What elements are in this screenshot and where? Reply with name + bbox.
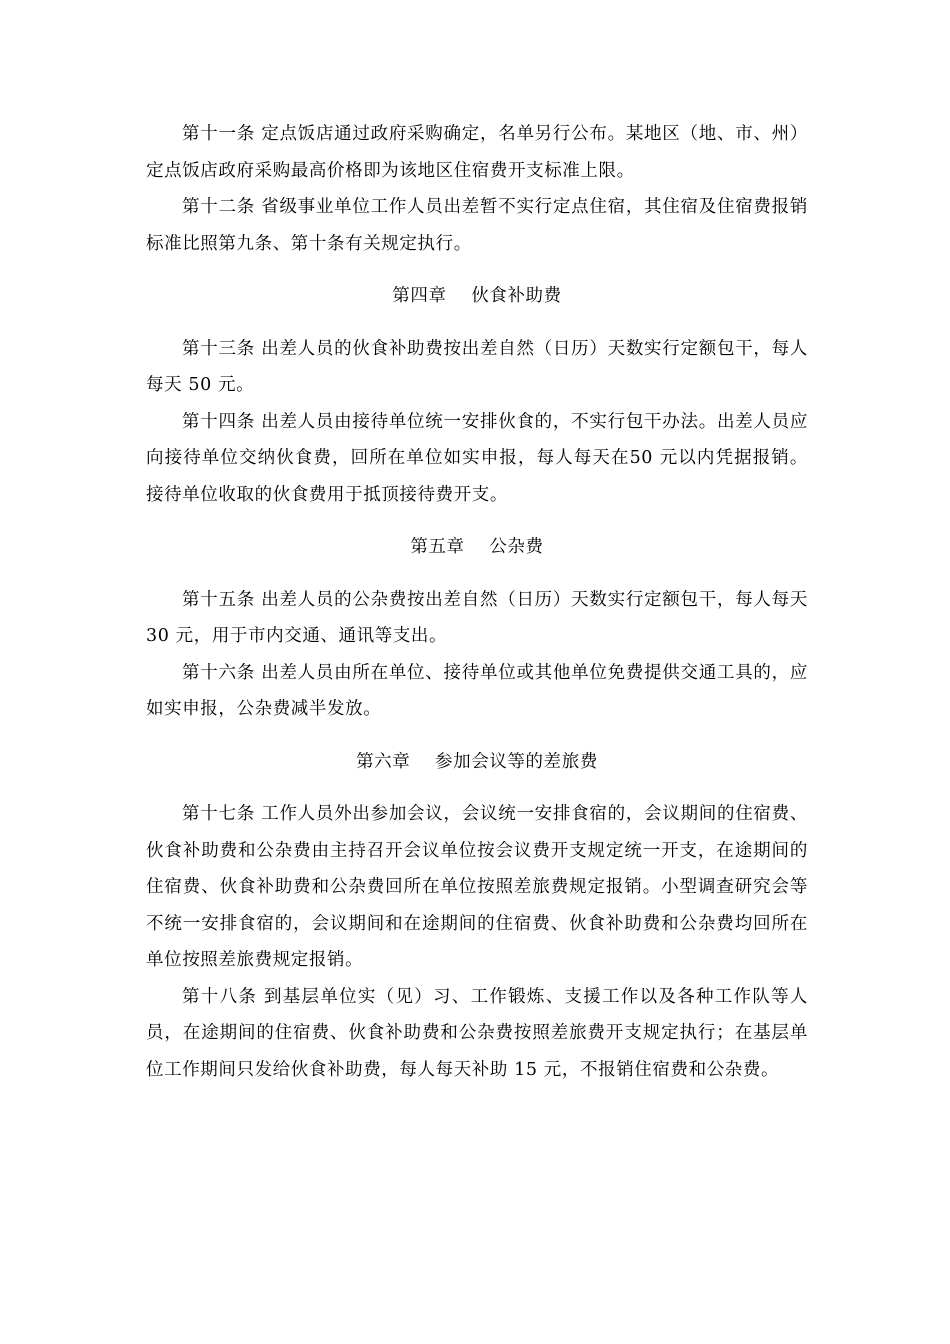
- article-11: 第十一条 定点饭店通过政府采购确定，名单另行公布。某地区（地、市、州）定点饭店政府采购最高价格即为该地区住宿费开支标准上限。: [146, 124, 808, 181]
- article-17: 第十七条 工作人员外出参加会议，会议统一安排食宿的，会议期间的住宿费、伙食补助费和公杂费由主持召开会议单位按会议费开支规定统一开支，在途期间的住宿费、伙食补助费和公杂费回所在单位按照差旅费规定报销。小型调查研究会等不统一安排食宿的，会议期间和在途期间的住宿费、伙食补助费和公杂费均回所在单位按照差旅费规定报销。: [146, 804, 808, 970]
- article-13: 第十三条 出差人员的伙食补助费按出差自然（日历）天数实行定额包干，每人每天 50 元。: [146, 338, 808, 395]
- article-18: 第十八条 到基层单位实（见）习、工作锻炼、支援工作以及各种工作队等人员，在途期间的住宿费、伙食补助费和公杂费按照差旅费开支规定执行；在基层单位工作期间只发给伙食补助费，每人每天补助 15 元，不报销住宿费和公杂费。: [146, 986, 808, 1080]
- chapter-5-heading: 第五章 公杂费: [410, 537, 544, 557]
- article-12: 第十二条 省级事业单位工作人员出差暂不实行定点住宿，其住宿及住宿费报销标准比照第九条、第十条有关规定执行。: [146, 197, 808, 254]
- chapter-6-heading: 第六章 参加会议等的差旅费: [356, 751, 598, 772]
- document-body: [146, 116, 808, 1088]
- article-15: 第十五条 出差人员的公杂费按出差自然（日历）天数实行定额包干，每人每天 30 元，用于市内交通、通讯等支出。: [146, 589, 808, 646]
- article-14: 第十四条 出差人员由接待单位统一安排伙食的，不实行包干办法。出差人员应向接待单位交纳伙食费，回所在单位如实申报，每人每天在50 元以内凭据报销。接待单位收取的伙食费用于抵顶接待费开支。: [146, 411, 808, 505]
- chapter-4-heading: 第四章 伙食补助费: [392, 286, 562, 306]
- article-16: 第十六条 出差人员由所在单位、接待单位或其他单位免费提供交通工具的，应如实申报，公杂费减半发放。: [146, 662, 808, 719]
